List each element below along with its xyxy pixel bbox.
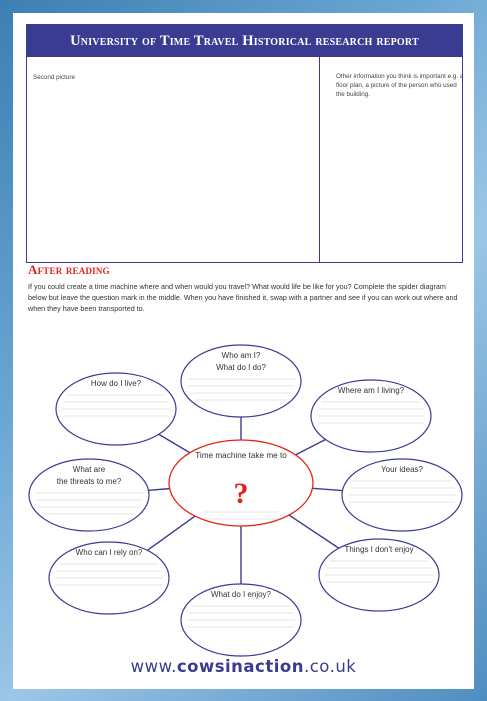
- bubble-question: Where am I living?: [337, 386, 405, 395]
- after-reading-intro: If you could create a time machine where and when would you travel? What would life be like for you? Complete the spider diagram below but leave the question mark in the middle. When you have finished it, swap with a partner and see if you can work out where and when they have been transported to.: [28, 282, 458, 313]
- bubble-question: Your ideas?: [381, 465, 423, 474]
- second-picture-label: Second picture: [33, 74, 76, 81]
- bubble-where-am-i-living[interactable]: [311, 380, 431, 452]
- website-footer: [13, 657, 474, 676]
- bubble-how-do-i-live[interactable]: [56, 373, 176, 445]
- connector-how-do-i-live: [159, 434, 190, 452]
- bubble-question: What do I enjoy?: [210, 590, 272, 599]
- connector-threats: [148, 489, 169, 491]
- connector-your-ideas: [312, 488, 342, 490]
- connector-where-am-i-living: [296, 439, 326, 454]
- bubble-what-do-i-enjoy[interactable]: [181, 584, 301, 656]
- connector-things-i-dont-enjoy: [289, 515, 339, 548]
- footer-suffix: .co.uk: [303, 657, 357, 676]
- bubble-things-i-dont-enjoy[interactable]: [319, 539, 439, 611]
- question-mark: ?: [233, 477, 249, 510]
- bubble-question: Who am I?: [221, 351, 261, 360]
- footer-brand: cowsinaction: [176, 657, 304, 676]
- spider-diagram: [13, 13, 474, 689]
- bubble-question: Things I don't enjoy: [344, 545, 414, 554]
- center-bubble[interactable]: [169, 440, 313, 526]
- bubble-question: What are: [72, 465, 106, 474]
- bubble-who-am-i[interactable]: [181, 345, 301, 417]
- spider-center: [169, 440, 313, 526]
- bubble-question: Who can I rely on?: [75, 548, 143, 557]
- report-title: University of Time Travel Historical research report: [27, 25, 462, 57]
- bubble-question: How do I live?: [90, 379, 142, 388]
- bubble-threats[interactable]: [29, 459, 149, 531]
- connector-who-can-i-rely-on: [147, 516, 195, 550]
- bubble-question: the threats to me?: [56, 477, 122, 486]
- after-reading-heading: After reading: [28, 262, 110, 277]
- center-label: Time machine take me to: [195, 451, 287, 460]
- other-information-label: Other information you think is important e.g. a floor plan, a picture of the person who used the building.: [336, 73, 464, 98]
- footer-prefix: www.: [130, 657, 177, 676]
- bubble-your-ideas[interactable]: [342, 459, 462, 531]
- bubble-who-can-i-rely-on[interactable]: [49, 542, 169, 614]
- worksheet-page: [13, 13, 474, 689]
- bubble-question: What do I do?: [216, 363, 266, 372]
